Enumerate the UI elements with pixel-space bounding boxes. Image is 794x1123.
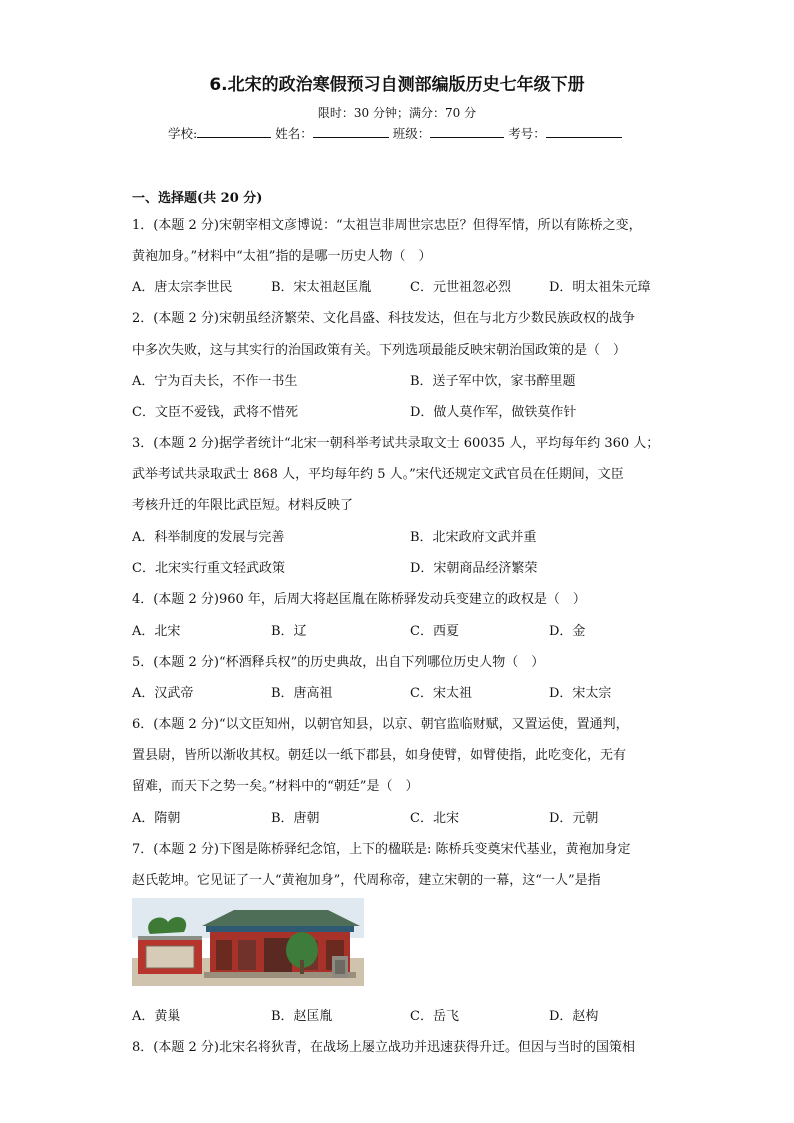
question-6-option-a[interactable]: A．隋朝: [132, 811, 181, 826]
exam-meta: 限时：30 分钟；满分：70 分: [317, 106, 477, 120]
question-2-option-d[interactable]: D．做人莫作军，做铁莫作针: [410, 405, 577, 420]
question-2-option-b[interactable]: B．送子军中饮，家书醉里题: [410, 374, 576, 389]
question-5-option-a[interactable]: A．汉武帝: [132, 686, 194, 701]
school-label: 学校:: [168, 126, 198, 141]
question-5-option-b[interactable]: B．唐高祖: [271, 686, 333, 701]
question-3-line-3: 考核升迁的年限比武臣短。材料反映了: [132, 498, 354, 513]
question-1-line-2: 黄袍加身。”材料中“太祖”指的是哪一历史人物（ ）: [132, 249, 432, 264]
exam-number-label: 考号：: [508, 126, 546, 141]
school-blank[interactable]: [197, 125, 271, 138]
question-2-option-c[interactable]: C．文臣不爱钱，武将不惜死: [132, 405, 298, 420]
question-6-line-3: 留难，而天下之势一矣。”材料中的“朝廷”是（ ）: [132, 779, 419, 794]
page-title: 6.北宋的政治寒假预习自测部编版历史七年级下册: [209, 75, 585, 95]
question-3-option-a[interactable]: A．科举制度的发展与完善: [132, 530, 285, 545]
question-3-option-b[interactable]: B．北宋政府文武并重: [410, 530, 537, 545]
question-7-option-b[interactable]: B．赵匡胤: [271, 1009, 333, 1024]
name-label: 姓名：: [275, 126, 313, 141]
question-2-option-a[interactable]: A．宁为百夫长，不作一书生: [132, 374, 298, 389]
question-3-option-d[interactable]: D．宋朝商品经济繁荣: [410, 561, 538, 576]
question-5-line-1: 5．(本题 2 分)“杯酒释兵权”的历史典故，出自下列哪位历史人物（ ）: [132, 655, 545, 670]
question-2-line-1: 2．(本题 2 分)宋朝虽经济繁荣、文化昌盛、科技发达，但在与北方少数民族政权的战争: [132, 311, 635, 326]
question-6-line-2: 置县尉，皆所以渐收其权。朝廷以一纸下郡县，如身使臂，如臂使指，此吃变化，无有: [132, 748, 627, 763]
student-info-row: [168, 124, 622, 142]
question-3-line-1: 3．(本题 2 分)据学者统计“北宋一朝科举考试共录取文士 60035 人，平均每年约 360 人；: [132, 436, 660, 451]
class-blank[interactable]: [430, 125, 504, 138]
question-1-option-a[interactable]: A．唐太宗李世民: [132, 280, 233, 295]
question-8-line-1: 8．(本题 2 分)北宋名将狄青，在战场上屡立战功并迅速获得升迁。但因与当时的国策相: [132, 1040, 635, 1055]
question-4-option-d[interactable]: D．金: [549, 624, 586, 639]
section-heading: 一、选择题(共 20 分): [132, 191, 263, 206]
question-5-option-d[interactable]: D．宋太宗: [549, 686, 612, 701]
question-5-option-c[interactable]: C．宋太祖: [410, 686, 472, 701]
question-3-option-c[interactable]: C．北宋实行重文轻武政策: [132, 561, 285, 576]
question-4-option-b[interactable]: B．辽: [271, 624, 307, 639]
question-7-line-1: 7．(本题 2 分)下图是陈桥驿纪念馆，上下的楹联是: 陈桥兵变奠宋代基业，黄袍加身定: [132, 842, 631, 857]
class-label: 班级：: [392, 126, 431, 141]
question-7-option-d[interactable]: D．赵构: [549, 1009, 599, 1024]
question-6-option-b[interactable]: B．唐朝: [271, 811, 320, 826]
name-blank[interactable]: [313, 125, 389, 138]
question-7-option-c[interactable]: C．岳飞: [410, 1009, 459, 1024]
question-6-option-d[interactable]: D．元朝: [549, 811, 599, 826]
question-3-line-2: 武举考试共录取武士 868 人，平均每年约 5 人。”宋代还规定文武官员在任期间，文臣: [132, 467, 624, 482]
question-6-option-c[interactable]: C．北宋: [410, 811, 459, 826]
question-1-line-1: 1．(本题 2 分)宋朝宰相文彦博说：“太祖岂非周世宗忠臣？但得军情，所以有陈桥之变，: [132, 218, 642, 233]
exam-number-blank[interactable]: [546, 125, 622, 138]
question-6-line-1: 6．(本题 2 分)“以文臣知州，以朝官知县，以京、朝官监临财赋，又置运使，置通判，: [132, 717, 629, 732]
chenqiao-memorial-photo: [132, 898, 364, 986]
question-1-option-c[interactable]: C．元世祖忽必烈: [410, 280, 511, 295]
question-7-line-2: 赵氏乾坤。它见证了一人“黄袍加身”，代周称帝，建立宋朝的一幕，这“一人”是指: [132, 873, 601, 888]
question-4-line-1: 4．(本题 2 分)960 年，后周大将赵匡胤在陈桥驿发动兵变建立的政权是（ ）: [132, 592, 586, 607]
question-4-option-a[interactable]: A．北宋: [132, 624, 181, 639]
question-2-line-2: 中多次失败，这与其实行的治国政策有关。下列选项最能反映宋朝治国政策的是（ ）: [132, 343, 627, 358]
question-1-option-b[interactable]: B．宋太祖赵匡胤: [271, 280, 372, 295]
question-1-option-d[interactable]: D．明太祖朱元璋: [549, 280, 651, 295]
question-4-option-c[interactable]: C．西夏: [410, 624, 459, 639]
question-7-option-a[interactable]: A．黄巢: [132, 1009, 181, 1024]
